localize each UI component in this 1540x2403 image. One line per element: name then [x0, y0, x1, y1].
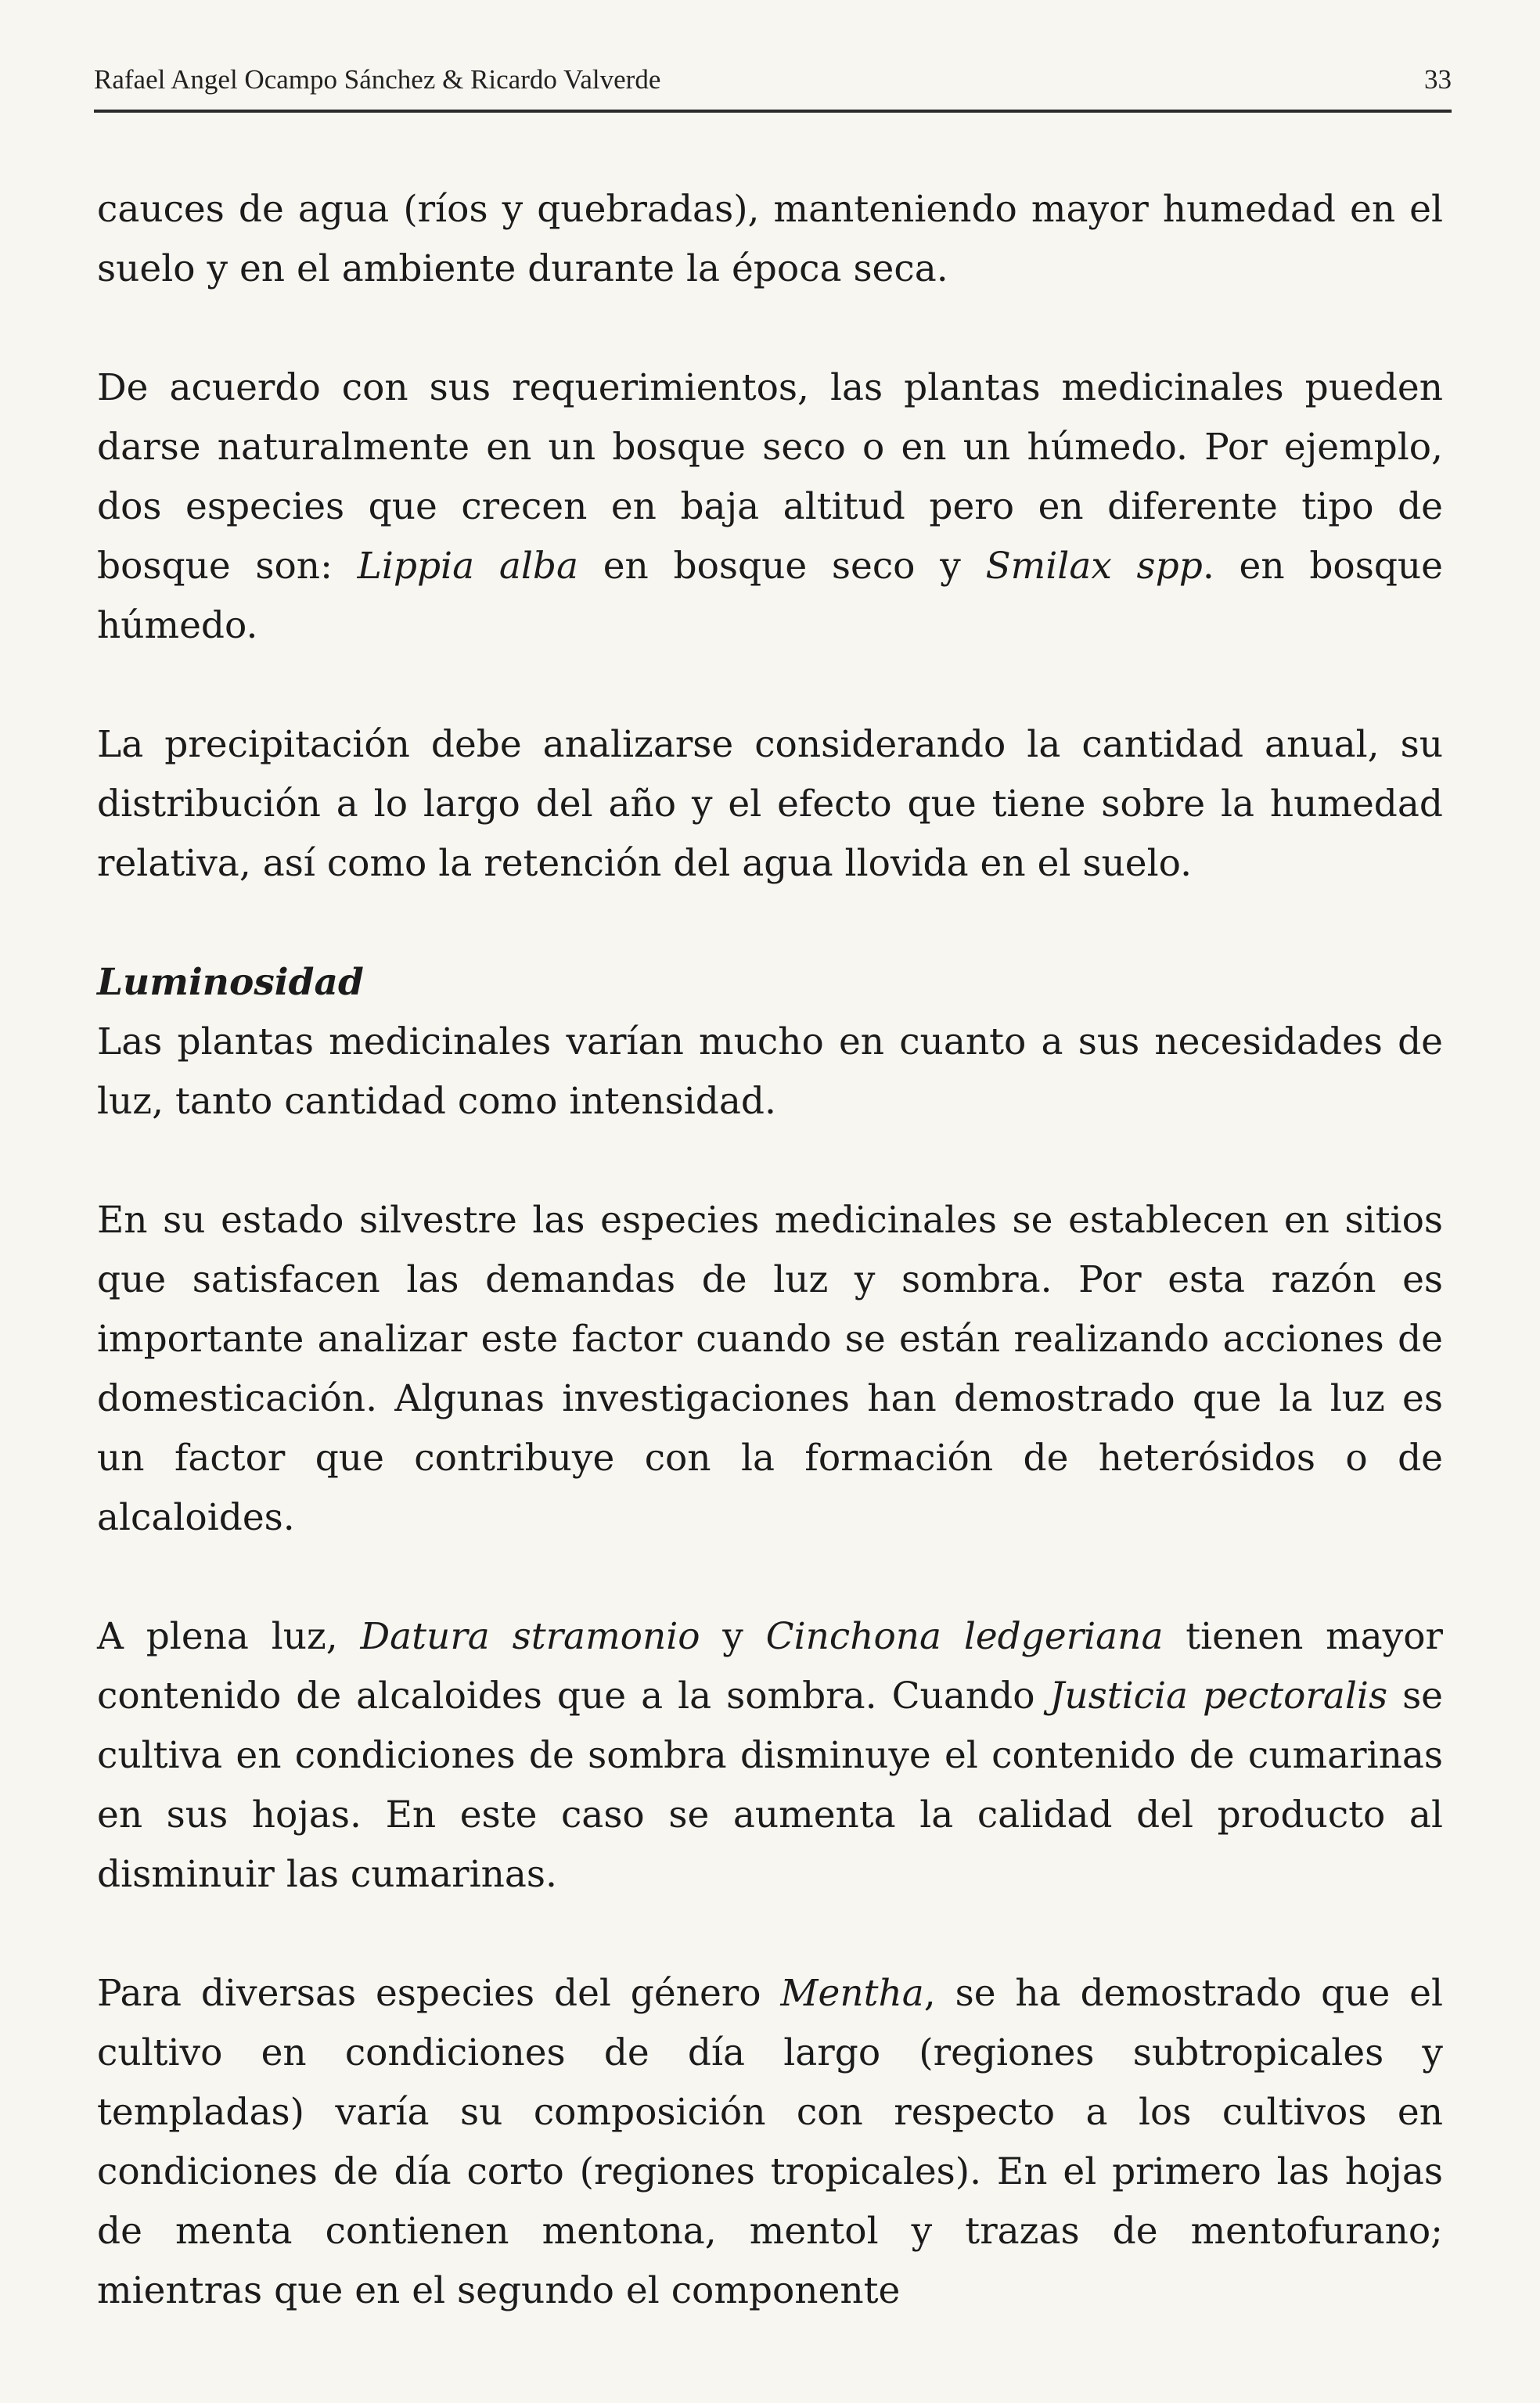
species-datura-stramonio: Datura stramonio: [360, 1615, 700, 1658]
paragraph-6-text-b: y: [700, 1615, 766, 1658]
paragraph-5: En su estado silvestre las especies medicinales se establecen en sitios que satisfacen las demandas de luz y sombra. Por esta razón es importante analizar este factor cuando se están realizando acciones de domesticación. Algunas investigaciones han demostrado que la luz es un factor que contribuye con la formación de heterósidos o de alcaloides.: [97, 1199, 1443, 1539]
paragraph-6: [97, 1607, 1443, 1905]
section-heading-luminosidad: Luminosidad: [97, 961, 364, 1004]
paragraph-3: La precipitación debe analizarse considerando la cantidad anual, su distribución a lo largo del año y el efecto que tiene sobre la humedad relativa, así como la retención del agua llovida en el suelo.: [97, 723, 1443, 885]
species-lippia-alba: Lippia alba: [357, 545, 578, 588]
paragraph-2-text-a: De acuerdo con sus requerimientos, las plantas medicinales pueden darse naturalmente en un bosque seco o en un húmedo. Por ejemplo, dos especies que crecen en baja altitud pero en diferente tipo de bosque son:: [97, 366, 1443, 588]
paragraph-2: [97, 358, 1443, 656]
paragraph-6-text-d: se cultiva en condiciones de sombra disminuye el contenido de cumarinas en sus hojas. En este caso se aumenta la calidad del producto al disminuir las cumarinas.: [97, 1675, 1443, 1896]
species-smilax: Smilax spp: [985, 545, 1203, 588]
page-number: 33: [1424, 64, 1452, 95]
paragraph-6-text-a: A plena luz,: [97, 1615, 361, 1658]
species-justicia-pectoralis: Justicia pectoralis: [1049, 1675, 1388, 1718]
paragraph-6-text-c: tienen mayor contenido de alcaloides que a la sombra. Cuando: [97, 1615, 1444, 1718]
header-rule: [94, 110, 1452, 113]
paragraph-1: cauces de agua (ríos y quebradas), manteniendo mayor humedad en el suelo y en el ambiente durante la época seca.: [97, 188, 1443, 290]
genus-mentha: Mentha: [780, 1972, 924, 2015]
paragraph-7-text-a: Para diversas especies del género: [97, 1972, 781, 2015]
species-cinchona-ledgeriana: Cinchona ledgeriana: [765, 1615, 1164, 1658]
paragraph-2-text-c: . en bosque húmedo.: [97, 545, 1443, 647]
paragraph-7-text-b: , se ha demostrado que el cultivo en condiciones de día largo (regiones subtropicales y templadas) varía su composición con respecto a los cultivos en condiciones de día corto (regiones tropicales). En el primero las hojas de menta contienen mentona, mentol y trazas de mentofurano; mientras que en el segundo el componente: [97, 1972, 1443, 2312]
body-text: [97, 180, 1443, 2321]
running-header: [94, 64, 1452, 111]
header-authors: Rafael Angel Ocampo Sánchez & Ricardo Valverde: [94, 64, 661, 95]
paragraph-7: [97, 1964, 1443, 2321]
paragraph-2-text-b: en bosque seco y: [578, 545, 986, 588]
paragraph-4: Las plantas medicinales varían mucho en cuanto a sus necesidades de luz, tanto cantidad como intensidad.: [97, 1020, 1443, 1123]
